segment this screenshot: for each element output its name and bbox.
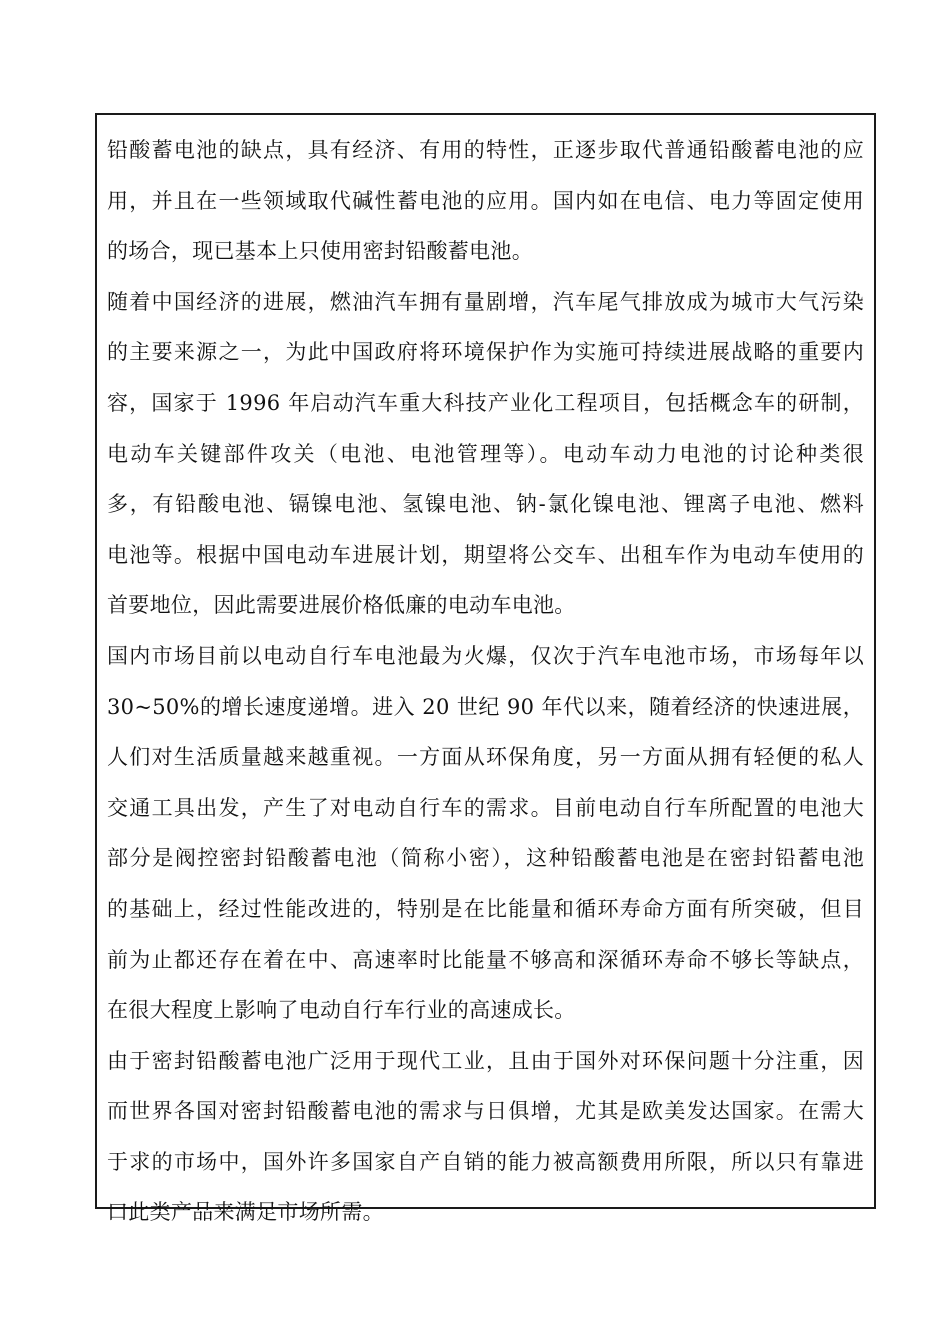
text-line: 口此类产品来满足市场所需。 — [107, 1200, 384, 1225]
text-line: 随着中国经济的进展，燃油汽车拥有量剧增，汽车尾气排放成为城市大气污染 — [107, 289, 864, 314]
text-line: 部分是阀控密封铅酸蓄电池（简称小密），这种铅酸蓄电池是在密封铅蓄电池 — [107, 846, 864, 871]
text-line: 多，有铅酸电池、镉镍电池、氢镍电池、钠-氯化镍电池、锂离子电池、燃料 — [107, 492, 864, 517]
text-line: 的基础上，经过性能改进的，特别是在比能量和循环寿命方面有所突破，但目 — [107, 896, 864, 921]
paragraph-3 — [107, 631, 864, 1036]
text-line: 的场合，现已基本上只使用密封铅酸蓄电池。 — [107, 239, 533, 264]
text-line: 国内市场目前以电动自行车电池最为火爆，仅次于汽车电池市场，市场每年以 — [107, 643, 864, 668]
text-line: 人们对生活质量越来越重视。一方面从环保角度，另一方面从拥有轻便的私人 — [107, 745, 864, 770]
text-line: 交通工具出发，产生了对电动自行车的需求。目前电动自行车所配置的电池大 — [107, 795, 864, 820]
text-line: 容，国家于 1996 年启动汽车重大科技产业化工程项目，包括概念车的研制， — [107, 390, 864, 415]
text-line: 30~50%的增长速度递增。进入 20 世纪 90 年代以来，随着经济的快速进展， — [107, 694, 864, 719]
text-line: 电池等。根据中国电动车进展计划，期望将公交车、出租车作为电动车使用的 — [107, 542, 864, 567]
text-line: 由于密封铅酸蓄电池广泛用于现代工业，且由于国外对环保问题十分注重，因 — [107, 1048, 864, 1073]
text-line: 而世界各国对密封铅酸蓄电池的需求与日俱增，尤其是欧美发达国家。在需大 — [107, 1099, 864, 1124]
text-line: 首要地位，因此需要进展价格低廉的电动车电池。 — [107, 593, 576, 618]
text-line: 用，并且在一些领域取代碱性蓄电池的应用。国内如在电信、电力等固定使用 — [107, 188, 864, 213]
text-line: 在很大程度上影响了电动自行车行业的高速成长。 — [107, 998, 576, 1023]
document-frame — [95, 113, 876, 1225]
text-line: 于求的市场中，国外许多国家自产自销的能力被高额费用所限，所以只有靠进 — [107, 1149, 864, 1174]
paragraph-1 — [107, 125, 864, 277]
text-line: 的主要来源之一，为此中国政府将环境保护作为实施可持续进展战略的重要内 — [107, 340, 864, 365]
text-line: 铅酸蓄电池的缺点，具有经济、有用的特性，正逐步取代普通铅酸蓄电池的应 — [107, 138, 864, 162]
text-line: 电动车关键部件攻关（电池、电池管理等）。电动车动力电池的讨论种类很 — [107, 441, 864, 466]
paragraph-4 — [107, 1036, 864, 1238]
paragraph-2 — [107, 277, 864, 631]
text-line: 前为止都还存在着在中、高速率时比能量不够高和深循环寿命不够长等缺点， — [107, 947, 864, 972]
